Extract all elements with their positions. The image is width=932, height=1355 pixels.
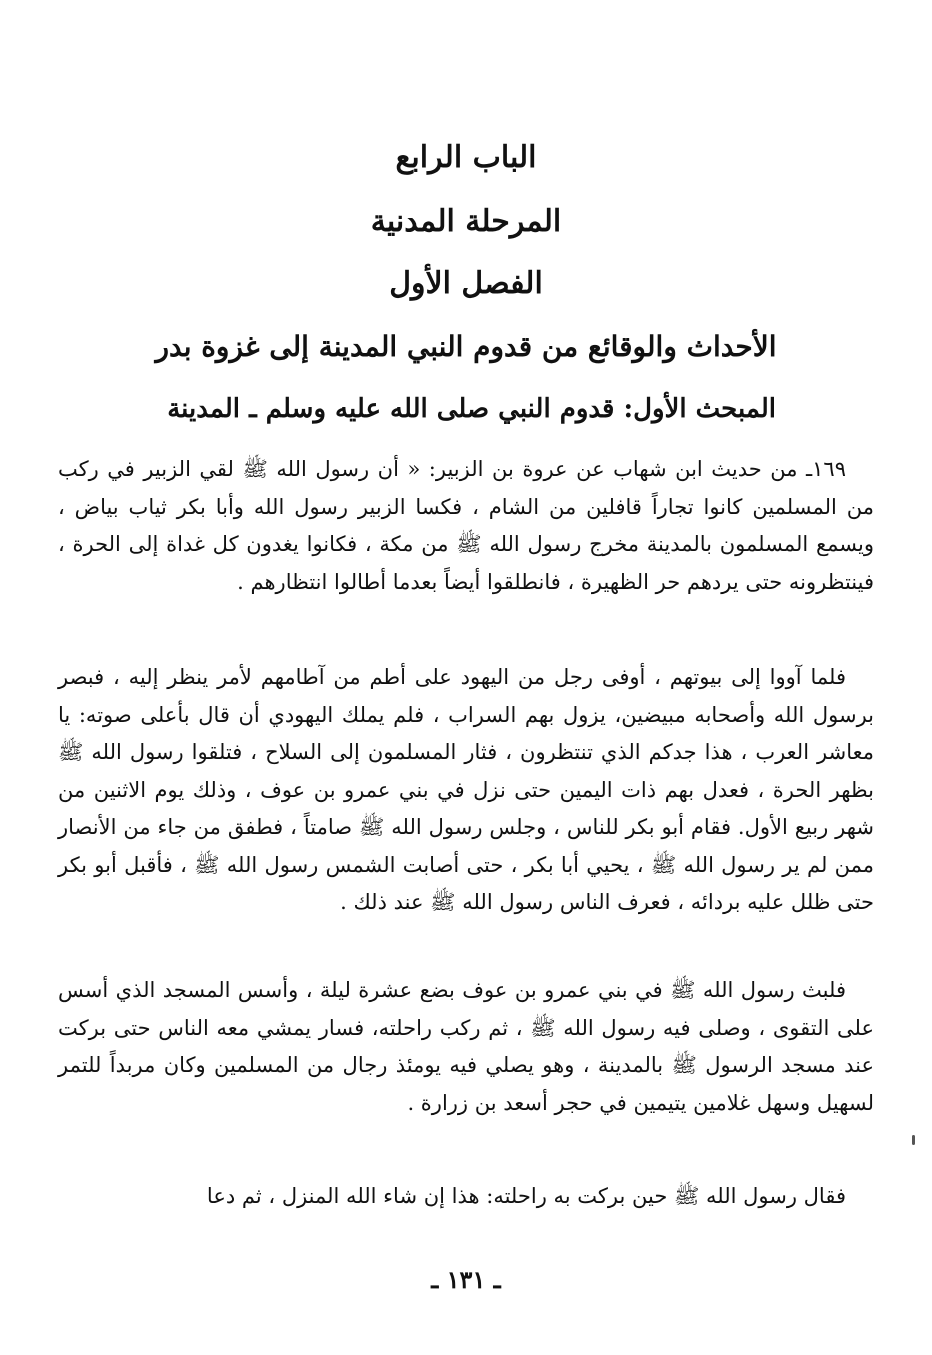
page-number: ـ ١٣١ ـ bbox=[431, 1265, 501, 1294]
paragraph-arrival bbox=[58, 659, 874, 922]
stage-heading: المرحلة المدنية bbox=[370, 204, 562, 239]
paragraph-text: فلبث رسول الله ﷺ في بني عمرو بن عوف بضع عشرة ليلة ، وأسس المسجد الذي أسس على التقوى ، وصلى فيه رسول الله ﷺ ، ثم ركب راحلته، فسار يمشي معه الناس حتى بركت عند مسجد الرسول ﷺ بالمدينة ، وهو يصلي فيه يومئذ رجال من المسلمين وكان مربداً للتمر لسهيل وسهل غلامين يتيمين في حجر أسعد بن زرارة . bbox=[58, 978, 874, 1115]
section-heading: المبحث الأول: قدوم النبي صلى الله عليه وسلم ـ المدينة bbox=[167, 394, 776, 424]
chapter-title: الأحداث والوقائع من قدوم النبي المدينة إلى غزوة بدر bbox=[155, 330, 777, 363]
chapter-heading: الفصل الأول bbox=[389, 266, 543, 301]
paragraph-continuation bbox=[58, 1178, 874, 1216]
part-heading: الباب الرابع bbox=[395, 140, 537, 175]
paragraph-hadith-169 bbox=[58, 451, 874, 601]
scan-margin-mark bbox=[912, 1135, 915, 1145]
paragraph-mosque bbox=[58, 972, 874, 1122]
paragraph-text: ١٦٩ـ من حديث ابن شهاب عن عروة بن الزبير: « أن رسول الله ﷺ لقي الزبير في ركب من المسلمين كانوا تجاراً قافلين من الشام ، فكسا الزبير رسول الله وأبا بكر ثياب بياض ، ويسمع المسلمون بالمدينة مخرج رسول الله ﷺ من مكة ، فكانوا يغدون كل غداة إلى الحرة ، فينتظرونه حتى يردهم حر الظهيرة ، فانطلقوا أيضاً بعدما أطالوا انتظارهم . bbox=[58, 457, 874, 594]
paragraph-text: فلما آووا إلى بيوتهم ، أوفى رجل من اليهود على أطم من آطامهم لأمر ينظر إليه ، فبصر برسول الله وأصحابه مبيضين، يزول بهم السراب ، فلم يملك اليهودي أن قال بأعلى صوته: يا معاشر العرب ، هذا جدكم الذي تنتظرون ، فثار المسلمون إلى السلاح ، فتلقوا رسول الله ﷺ بظهر الحرة ، فعدل بهم ذات اليمين حتى نزل في بني عمرو بن عوف ، وذلك يوم الاثنين من شهر ربيع الأول. فقام أبو بكر للناس ، وجلس رسول الله ﷺ صامتاً ، فطفق من جاء من الأنصار ممن لم ير رسول الله ﷺ ، يحيي أبا بكر ، حتى أصابت الشمس رسول الله ﷺ ، فأقبل أبو بكر حتى ظلل عليه بردائه ، فعرف الناس رسول الله ﷺ عند ذلك . bbox=[58, 665, 874, 914]
paragraph-text: فقال رسول الله ﷺ حين بركت به راحلته: هذا إن شاء الله المنزل ، ثم دعا bbox=[206, 1184, 846, 1208]
